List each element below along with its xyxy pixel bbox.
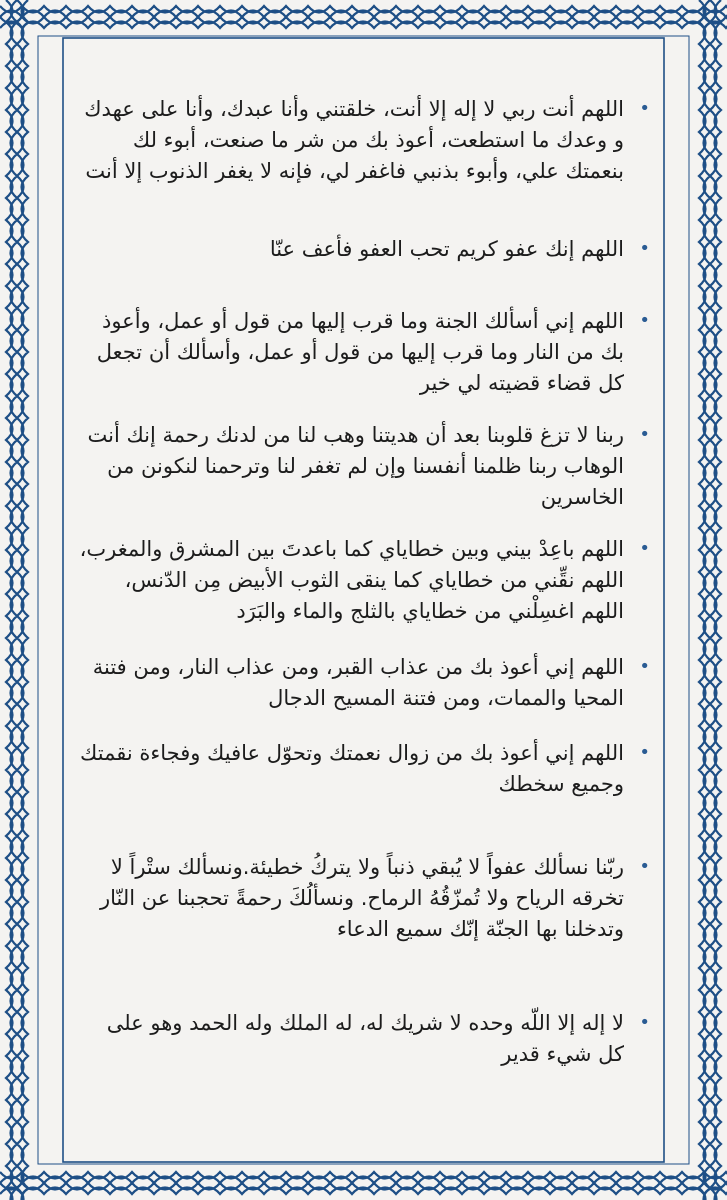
list-item [76, 738, 646, 800]
dua-text: ربنا لا تزغ قلوبنا بعد أن هديتنا وهب لنا من لدنك رحمة إنك أنت الوهاب ربنا ظلمنا أنفسنا وإن لم تغفر لنا وترحمنا لنكونن من الخاسرين [87, 423, 624, 509]
dua-text: اللهم إنك عفو كريم تحب العفو فأعف عنّا [269, 237, 624, 261]
dua-text: ربّنا نسألك عفواً لا يُبقي ذنباً ولا يتركُ خطيئة.ونسألك ستْراً لا تخرقه الرياح ولا تُمزّقُهُ الرماح. ونسألُكَ رحمةً تحجبنا عن النّار وتدخلنا بها الجنّة إنّك سميع الدعاء [99, 855, 624, 941]
dua-text: لا إله إلا اللّه وحده لا شريك له، له الملك وله الحمد وهو على كل شيء قدير [106, 1011, 624, 1066]
list-item [76, 652, 646, 714]
dua-text: اللهم إني أعوذ بك من زوال نعمتك وتحوّل عافيك وفجاءة نقمتك وجميع سخطك [80, 741, 624, 796]
dua-text: اللهم أنت ربي لا إله إلا أنت، خلقتني وأنا عبدك، وأنا على عهدك و وعدك ما استطعت، أعوذ بك من شر ما صنعت، أبوء لك بنعمتك علي، وأبوء بذنبي فاغفر لي، فإنه لا يغفر الذنوب إلا أنت [84, 97, 624, 183]
dua-text: اللهم إني أعوذ بك من عذاب القبر، ومن عذاب النار، ومن فتنة المحيا والممات، ومن فتنة المسيح الدجال [92, 655, 624, 710]
list-item [76, 306, 646, 399]
list-item [76, 94, 646, 187]
list-item [76, 420, 646, 513]
dua-text: اللهم باعِدْ بيني وبين خطاياي كما باعدتَ بين المشرق والمغرب، اللهم نقِّني من خطاياي كما ينقى الثوب الأبيض مِن الدّنس، اللهم اغسِلْني من خطاياي بالثلج والماء والبَرَد [79, 537, 624, 623]
list-item [76, 534, 646, 627]
list-item [76, 852, 646, 945]
dua-text: اللهم إني أسألك الجنة وما قرب إليها من قول أو عمل، وأعوذ بك من النار وما قرب إليها من قول أو عمل، وأسألك أن تجعل كل قضاء قضيته لي خير [96, 309, 624, 395]
dua-list [79, 72, 646, 1132]
list-item [76, 1008, 646, 1070]
list-item [76, 234, 646, 265]
